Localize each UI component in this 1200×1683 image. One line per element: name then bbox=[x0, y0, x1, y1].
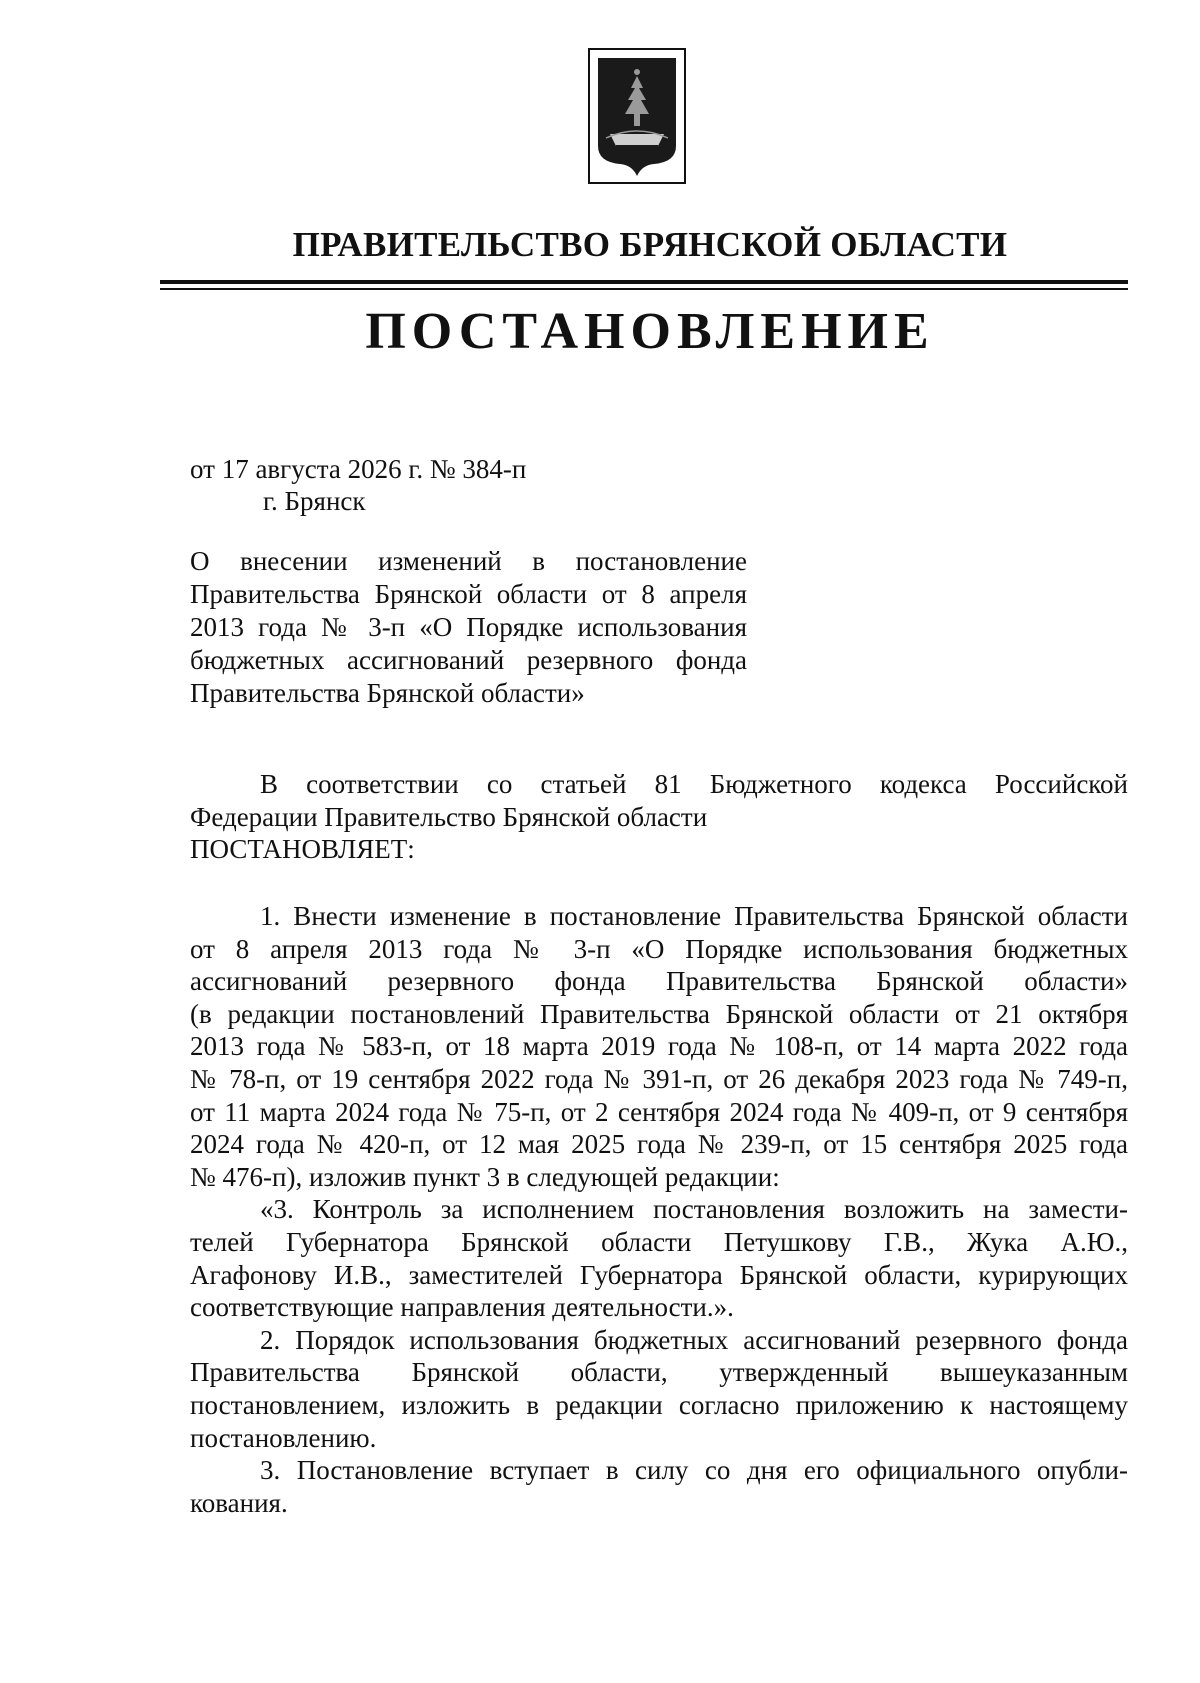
subject-line: Правительства Брянской области от 8 апреля bbox=[190, 579, 747, 609]
item-3-line: 3. Постановление вступает в силу со дня его официального опубли- bbox=[260, 1455, 1128, 1486]
government-name: ПРАВИТЕЛЬСТВО БРЯНСКОЙ ОБЛАСТИ bbox=[292, 225, 1008, 264]
item-1-line: 2013 года № 583-п, от 18 марта 2019 года № 108-п, от 14 марта 2022 года bbox=[190, 1031, 1128, 1062]
item-1-line: от 8 апреля 2013 года № 3-п «О Порядке использования бюджетных bbox=[190, 933, 1128, 964]
header-rule-thin bbox=[160, 288, 1128, 290]
document-date-number: от 17 августа 2026 г. № 384-п bbox=[190, 454, 527, 484]
document-type-title: ПОСТАНОВЛЕНИЕ bbox=[365, 303, 935, 360]
decree-word: ПОСТАНОВЛЯЕТ: bbox=[190, 834, 415, 865]
quoted-item-3-line: «3. Контроль за исполнением постановления возложить на замести- bbox=[260, 1194, 1128, 1225]
item-1-line: № 78-п, от 19 сентября 2022 года № 391-п, от 26 декабря 2023 года № 749-п, bbox=[190, 1063, 1128, 1094]
quoted-item-3-line: телей Губернатора Брянской области Петушкову Г.В., Жука А.Ю., bbox=[190, 1226, 1128, 1257]
item-2-line: постановлением, изложить в редакции согласно приложению к настоящему bbox=[190, 1389, 1128, 1420]
document-subject bbox=[190, 545, 747, 710]
preamble-line: Федерации Правительство Брянской области bbox=[190, 801, 708, 832]
item-2-line: 2. Порядок использования бюджетных ассигнований резервного фонда bbox=[260, 1324, 1128, 1355]
item-2-line: постановлению. bbox=[190, 1422, 377, 1453]
subject-line: О внесении изменений в постановление bbox=[190, 546, 747, 576]
quoted-item-3-line: Агафонову И.В., заместителей Губернатора Брянской области, курирующих bbox=[190, 1259, 1128, 1290]
item-1-line: (в редакции постановлений Правительства Брянской области от 21 октября bbox=[190, 998, 1128, 1029]
subject-line: Правительства Брянской области» bbox=[190, 678, 585, 708]
item-1-line: от 11 марта 2024 года № 75-п, от 2 сентября 2024 года № 409-п, от 9 сентября bbox=[190, 1096, 1128, 1127]
item-3-line: кования. bbox=[190, 1487, 288, 1518]
coat-of-arms-icon bbox=[594, 54, 680, 178]
coat-of-arms-emblem bbox=[588, 48, 686, 184]
item-2-line: Правительства Брянской области, утвержденный вышеуказанным bbox=[190, 1357, 1128, 1388]
item-1-line: № 476-п), изложив пункт 3 в следующей редакции: bbox=[190, 1161, 780, 1192]
document-city: г. Брянск bbox=[263, 486, 366, 516]
preamble-paragraph bbox=[190, 768, 1128, 866]
quoted-item-3-line: соответствующие направления деятельности.». bbox=[190, 1292, 734, 1323]
subject-line: бюджетных ассигнований резервного фонда bbox=[190, 645, 747, 675]
item-1-line: 1. Внести изменение в постановление Правительства Брянской области bbox=[260, 901, 1128, 931]
header-rule-thick bbox=[160, 280, 1128, 284]
item-1-paragraph bbox=[190, 900, 1128, 1519]
preamble-line: В соответствии со статьей 81 Бюджетного кодекса Российской bbox=[260, 769, 1128, 799]
subject-line: 2013 года № 3-п «О Порядке использования bbox=[190, 612, 747, 642]
item-1-line: 2024 года № 420-п, от 12 мая 2025 года № 239-п, от 15 сентября 2025 года bbox=[190, 1129, 1128, 1160]
item-1-line: ассигнований резервного фонда Правительства Брянской области» bbox=[190, 966, 1128, 997]
